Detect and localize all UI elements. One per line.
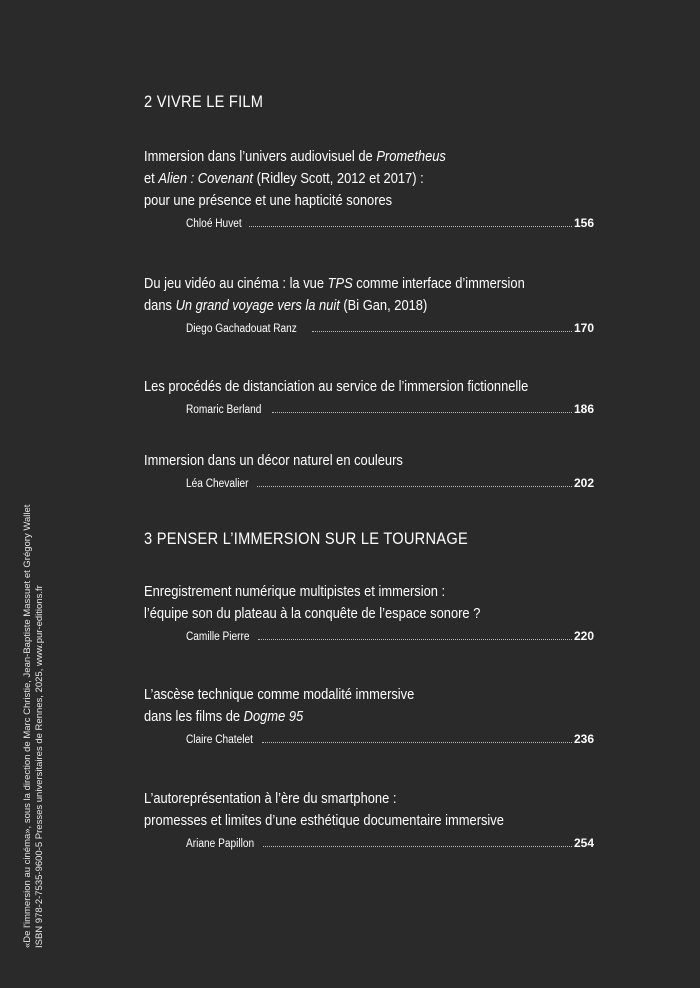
dot-leader: [249, 226, 572, 227]
title-segment: Immersion dans l’univers audiovisuel de: [144, 148, 377, 165]
author-row: [186, 402, 594, 417]
sidebar-line-2: ISBN 978-2-7535-9600-5 Presses universitaires de Rennes, 2025, www.pur-editions.fr: [34, 585, 45, 948]
toc-entry: [144, 273, 594, 336]
toc-entry: [144, 376, 594, 417]
title-segment: dans les films de: [144, 708, 244, 725]
author-row: [186, 321, 594, 336]
toc-entry: [144, 450, 594, 491]
title-segment: L’ascèse technique comme modalité immersive: [144, 686, 415, 703]
entry-title-line: [144, 581, 531, 603]
italic-title-segment: Dogme 95: [243, 708, 304, 725]
dot-leader: [263, 846, 572, 847]
toc-entry: [144, 684, 594, 747]
title-segment: (Bi Gan, 2018): [339, 297, 428, 314]
title-segment: L’autoreprésentation à l’ère du smartphone :: [144, 790, 397, 807]
entry-title-line: [144, 295, 531, 317]
italic-title-segment: Prometheus: [376, 148, 446, 165]
entry-title-line: [144, 146, 531, 168]
title-segment: (Ridley Scott, 2012 et 2017) :: [253, 170, 424, 187]
entry-title-line: [144, 684, 531, 706]
dot-leader: [262, 742, 572, 743]
entry-title-line: [144, 810, 531, 832]
title-segment: Enregistrement numérique multipistes et immersion :: [144, 583, 446, 600]
title-segment: pour une présence et une hapticité sonores: [144, 192, 393, 209]
page-number: 186: [573, 402, 594, 416]
copyright-sidebar: [22, 505, 46, 948]
author-row: [186, 629, 594, 644]
dot-leader: [312, 331, 572, 332]
toc-entry: [144, 581, 594, 644]
page-number: 236: [573, 732, 594, 746]
section-title-3: 3 PENSER L’IMMERSION SUR LE TOURNAGE: [144, 529, 468, 548]
entry-title-line: [144, 450, 531, 472]
author-name: Diego Gachadouat Ranz: [186, 323, 297, 335]
italic-title-segment: TPS: [327, 275, 353, 292]
toc-entry: [144, 788, 594, 851]
title-segment: Immersion dans un décor naturel en couleurs: [144, 452, 403, 469]
title-segment: promesses et limites d’une esthétique documentaire immersive: [144, 812, 504, 829]
dot-leader: [258, 639, 572, 640]
entry-title-line: [144, 168, 531, 190]
entry-title-line: [144, 788, 531, 810]
author-name: Claire Chatelet: [186, 734, 253, 746]
title-segment: l’équipe son du plateau à la conquête de l’espace sonore ?: [144, 605, 481, 622]
sidebar-line-1: «De l'immersion au cinéma», sous la direction de Marc Christie, Jean-Baptiste Massuet et Grégory Wallet: [22, 504, 33, 948]
title-segment: et: [144, 170, 159, 187]
author-name: Ariane Papillon: [186, 838, 255, 850]
dot-leader: [257, 486, 572, 487]
italic-title-segment: Un grand voyage vers la nuit: [175, 297, 340, 314]
title-segment: Les procédés de distanciation au service de l’immersion fictionnelle: [144, 378, 529, 395]
entry-title-line: [144, 376, 531, 398]
page-number: 254: [573, 836, 594, 850]
page-number: 156: [573, 216, 594, 230]
author-row: [186, 732, 594, 747]
author-name: Léa Chevalier: [186, 478, 249, 490]
entry-title-line: [144, 273, 531, 295]
entry-title-line: [144, 706, 531, 728]
page-number: 202: [573, 476, 594, 490]
section-title-2: 2 VIVRE LE FILM: [144, 92, 264, 111]
page-number: 220: [573, 629, 594, 643]
entry-title-line: [144, 190, 531, 212]
title-segment: comme interface d’immersion: [352, 275, 525, 292]
title-segment: Du jeu vidéo au cinéma : la vue: [144, 275, 328, 292]
title-segment: dans: [144, 297, 176, 314]
page-number: 170: [573, 321, 594, 335]
toc-entry: [144, 146, 594, 231]
italic-title-segment: Alien : Covenant: [158, 170, 254, 187]
dot-leader: [272, 412, 572, 413]
author-row: [186, 476, 594, 491]
author-name: Romaric Berland: [186, 404, 262, 416]
entry-title-line: [144, 603, 531, 625]
author-row: [186, 216, 594, 231]
author-row: [186, 836, 594, 851]
author-name: Chloé Huvet: [186, 218, 242, 230]
author-name: Camille Pierre: [186, 631, 250, 643]
